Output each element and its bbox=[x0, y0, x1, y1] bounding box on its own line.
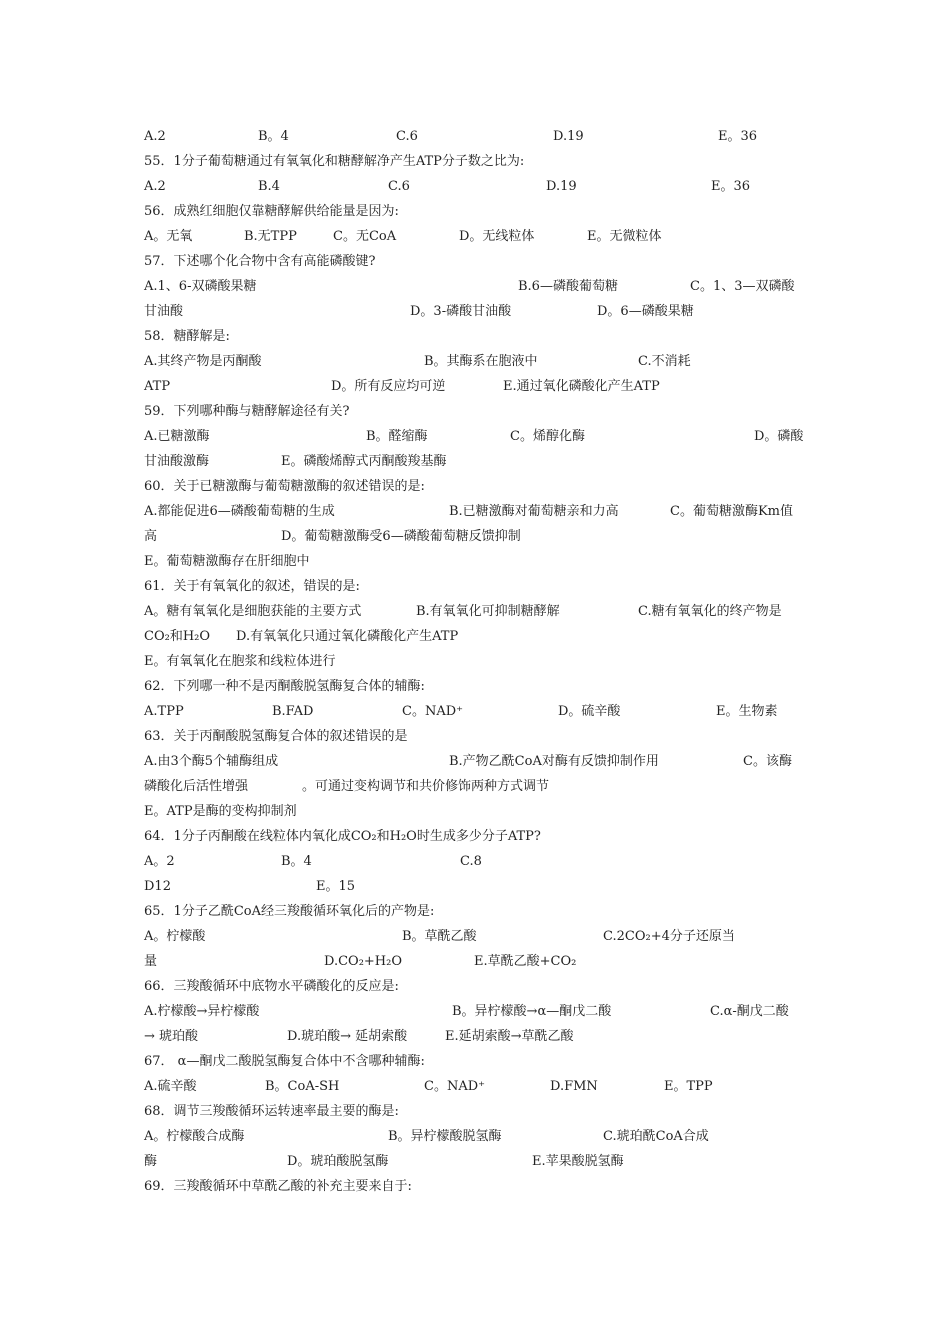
text-line bbox=[0, 852, 950, 872]
text-line bbox=[0, 877, 950, 897]
text-line bbox=[0, 127, 950, 147]
text-segment: C。无CoA bbox=[333, 229, 397, 244]
text-line bbox=[0, 427, 950, 447]
text-segment: B。4 bbox=[258, 129, 289, 144]
text-line bbox=[0, 952, 950, 972]
text-line bbox=[0, 602, 950, 622]
text-line bbox=[0, 977, 950, 997]
text-line bbox=[0, 727, 950, 747]
text-segment: 57．下述哪个化合物中含有高能磷酸键? bbox=[144, 254, 376, 269]
text-segment: D。磷酸 bbox=[754, 429, 804, 444]
text-line bbox=[0, 752, 950, 772]
text-line bbox=[0, 227, 950, 247]
text-segment: A.2 bbox=[144, 129, 166, 144]
text-segment: B。异柠檬酸→α—酮戊二酸 bbox=[452, 1004, 612, 1019]
text-segment: 磷酸化后活性增强 bbox=[144, 779, 249, 794]
text-segment: B.4 bbox=[258, 179, 280, 194]
text-segment: B.无TPP bbox=[244, 229, 297, 244]
text-segment: D。所有反应均可逆 bbox=[331, 379, 446, 394]
text-segment: E.延胡索酸→草酰乙酸 bbox=[445, 1029, 574, 1044]
text-line bbox=[0, 452, 950, 472]
text-line bbox=[0, 927, 950, 947]
text-segment: A。柠檬酸 bbox=[144, 929, 206, 944]
text-segment: A.2 bbox=[144, 179, 166, 194]
text-segment: 61．关于有氧氧化的叙述，错误的是: bbox=[144, 579, 360, 594]
text-segment: B.已糖激酶对葡萄糖亲和力高 bbox=[449, 504, 619, 519]
text-segment: D.有氧氧化只通过氧化磷酸化产生ATP bbox=[236, 629, 459, 644]
text-segment: B.6—磷酸葡萄糖 bbox=[518, 279, 618, 294]
text-segment: C。该酶 bbox=[743, 754, 792, 769]
text-line bbox=[0, 802, 950, 822]
text-line bbox=[0, 1027, 950, 1047]
text-segment: E。ATP是酶的变构抑制剂 bbox=[144, 804, 297, 819]
text-line bbox=[0, 552, 950, 572]
text-segment: C.8 bbox=[460, 854, 482, 869]
text-segment: A.1、6-双磷酸果糖 bbox=[144, 279, 257, 294]
text-segment: C.不消耗 bbox=[638, 354, 691, 369]
text-line bbox=[0, 402, 950, 422]
text-segment: A.已糖激酶 bbox=[144, 429, 210, 444]
text-segment: D。琥珀酸脱氢酶 bbox=[287, 1154, 389, 1169]
text-segment: D.CO₂+H₂O bbox=[324, 954, 403, 969]
text-line bbox=[0, 377, 950, 397]
text-line bbox=[0, 827, 950, 847]
text-segment: ATP bbox=[144, 379, 171, 394]
text-segment: C。NAD⁺ bbox=[402, 704, 463, 719]
text-line bbox=[0, 177, 950, 197]
text-segment: D。6—磷酸果糖 bbox=[597, 304, 694, 319]
text-line bbox=[0, 627, 950, 647]
text-segment: B.FAD bbox=[272, 704, 314, 719]
text-segment: E。无微粒体 bbox=[587, 229, 662, 244]
text-segment: D。硫辛酸 bbox=[558, 704, 621, 719]
text-segment: A.TPP bbox=[144, 704, 184, 719]
text-segment: 甘油酸激酶 bbox=[144, 454, 210, 469]
text-segment: 55．1分子葡萄糖通过有氧氧化和糖酵解净产生ATP分子数之比为: bbox=[144, 154, 525, 169]
text-line bbox=[0, 1052, 950, 1072]
text-segment: E.通过氧化磷酸化产生ATP bbox=[503, 379, 660, 394]
text-segment: C。葡萄糖激酶Km值 bbox=[670, 504, 793, 519]
text-segment: B.产物乙酰CoA对酶有反馈抑制作用 bbox=[449, 754, 659, 769]
text-segment: E。36 bbox=[711, 179, 751, 194]
text-segment: C.α-酮戊二酸 bbox=[710, 1004, 789, 1019]
text-segment: 59．下列哪种酶与糖酵解途径有关? bbox=[144, 404, 350, 419]
text-segment: A。糖有氧氧化是细胞获能的主要方式 bbox=[144, 604, 362, 619]
text-line bbox=[0, 777, 950, 797]
text-segment: 量 bbox=[144, 954, 158, 969]
text-line bbox=[0, 577, 950, 597]
text-segment: 58．糖酵解是: bbox=[144, 329, 230, 344]
text-segment: 68．调节三羧酸循环运转速率最主要的酶是: bbox=[144, 1104, 399, 1119]
text-line bbox=[0, 1102, 950, 1122]
text-line bbox=[0, 327, 950, 347]
text-segment: 60．关于已糖激酶与葡萄糖激酶的叙述错误的是: bbox=[144, 479, 425, 494]
text-segment: A。无氧 bbox=[144, 229, 193, 244]
text-line bbox=[0, 902, 950, 922]
text-segment: A。2 bbox=[144, 854, 175, 869]
text-segment: CO₂和H₂O bbox=[144, 629, 211, 644]
text-line bbox=[0, 652, 950, 672]
text-segment: C。NAD⁺ bbox=[424, 1079, 485, 1094]
text-line bbox=[0, 677, 950, 697]
text-segment: 酶 bbox=[144, 1154, 158, 1169]
text-line bbox=[0, 252, 950, 272]
text-segment: B。其酶系在胞液中 bbox=[424, 354, 538, 369]
text-segment: C。烯醇化酶 bbox=[510, 429, 585, 444]
text-line bbox=[0, 152, 950, 172]
text-segment: 67． α—酮戊二酸脱氢酶复合体中不含哪种辅酶: bbox=[144, 1054, 425, 1069]
text-segment: 63．关于丙酮酸脱氢酶复合体的叙述错误的是 bbox=[144, 729, 408, 744]
text-segment: B.有氧氧化可抑制糖酵解 bbox=[416, 604, 560, 619]
text-segment: 66．三羧酸循环中底物水平磷酸化的反应是: bbox=[144, 979, 399, 994]
text-segment: D。葡萄糖激酶受6—磷酸葡萄糖反馈抑制 bbox=[281, 529, 521, 544]
text-segment: E。有氧氧化在胞浆和线粒体进行 bbox=[144, 654, 336, 669]
text-segment: A.柠檬酸→异柠檬酸 bbox=[144, 1004, 260, 1019]
text-line bbox=[0, 352, 950, 372]
text-segment: A。柠檬酸合成酶 bbox=[144, 1129, 245, 1144]
text-line bbox=[0, 502, 950, 522]
text-segment: E。磷酸烯醇式丙酮酸羧基酶 bbox=[281, 454, 447, 469]
text-segment: C.琥珀酰CoA合成 bbox=[603, 1129, 709, 1144]
text-segment: B。草酰乙酸 bbox=[402, 929, 477, 944]
text-segment: A.其终产物是丙酮酸 bbox=[144, 354, 262, 369]
text-line bbox=[0, 1152, 950, 1172]
text-segment: D。无线粒体 bbox=[459, 229, 535, 244]
text-segment: E。生物素 bbox=[716, 704, 778, 719]
text-line bbox=[0, 1002, 950, 1022]
text-line bbox=[0, 1177, 950, 1197]
text-segment: 65．1分子乙酰CoA经三羧酸循环氧化后的产物是: bbox=[144, 904, 435, 919]
text-segment: A.由3个酶5个辅酶组成 bbox=[144, 754, 279, 769]
text-segment: 69．三羧酸循环中草酰乙酸的补充主要来自于: bbox=[144, 1179, 412, 1194]
text-segment: 。可通过变构调节和共价修饰两种方式调节 bbox=[302, 779, 550, 794]
text-segment: 64．1分子丙酮酸在线粒体内氧化成CO₂和H₂O时生成多少分子ATP? bbox=[144, 829, 541, 844]
text-segment: E.草酰乙酸+CO₂ bbox=[474, 954, 577, 969]
text-segment: D.19 bbox=[553, 129, 584, 144]
text-line bbox=[0, 527, 950, 547]
text-line bbox=[0, 202, 950, 222]
text-segment: E。15 bbox=[316, 879, 356, 894]
text-segment: E。葡萄糖激酶存在肝细胞中 bbox=[144, 554, 310, 569]
text-segment: C.6 bbox=[396, 129, 418, 144]
text-segment: → 琥珀酸 bbox=[144, 1029, 199, 1044]
text-segment: E。36 bbox=[718, 129, 758, 144]
text-segment: B。CoA-SH bbox=[265, 1079, 340, 1094]
text-segment: C.6 bbox=[388, 179, 410, 194]
text-segment: B。4 bbox=[281, 854, 312, 869]
text-segment: 56．成熟红细胞仅靠糖酵解供给能量是因为: bbox=[144, 204, 399, 219]
text-segment: D。3-磷酸甘油酸 bbox=[410, 304, 512, 319]
text-segment: B。异柠檬酸脱氢酶 bbox=[388, 1129, 502, 1144]
text-segment: D.19 bbox=[546, 179, 577, 194]
text-segment: A.硫辛酸 bbox=[144, 1079, 197, 1094]
text-segment: 甘油酸 bbox=[144, 304, 184, 319]
text-segment: C.2CO₂+4分子还原当 bbox=[603, 929, 735, 944]
text-segment: 高 bbox=[144, 529, 158, 544]
text-line bbox=[0, 1127, 950, 1147]
text-line bbox=[0, 302, 950, 322]
text-segment: D.琥珀酸→ 延胡索酸 bbox=[287, 1029, 408, 1044]
text-segment: 62．下列哪一种不是丙酮酸脱氢酶复合体的辅酶: bbox=[144, 679, 425, 694]
text-segment: D12 bbox=[144, 879, 171, 894]
text-segment: E.苹果酸脱氢酶 bbox=[532, 1154, 624, 1169]
text-segment: E。TPP bbox=[664, 1079, 713, 1094]
text-segment: B。醛缩酶 bbox=[366, 429, 428, 444]
text-line bbox=[0, 277, 950, 297]
text-segment: D.FMN bbox=[550, 1079, 598, 1094]
text-segment: A.都能促进6—磷酸葡萄糖的生成 bbox=[144, 504, 335, 519]
text-line bbox=[0, 1077, 950, 1097]
text-line bbox=[0, 702, 950, 722]
text-line bbox=[0, 477, 950, 497]
text-segment: C.糖有氧氧化的终产物是 bbox=[638, 604, 782, 619]
text-segment: C。1、3—双磷酸 bbox=[690, 279, 795, 294]
